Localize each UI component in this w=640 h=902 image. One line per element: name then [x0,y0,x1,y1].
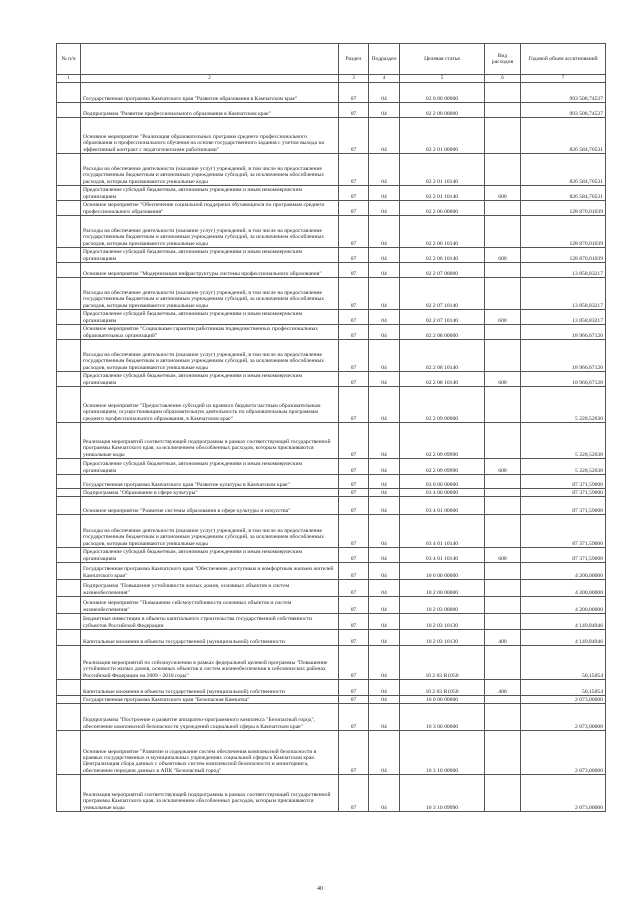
header-sum: Годовой объем ассигнований [521,44,606,75]
row-podrazdel-cell: 04 [369,459,400,475]
row-sum-cell: 826 584,70531 [521,154,606,186]
row-sum-cell: 5 228,52630 [521,387,606,423]
table-row [57,83,606,103]
row-number-cell [57,278,81,310]
row-name-cell: Расходы на обеспечение деятельности (оказание услуг) учреждений, в том числе на предоставление государственным бюджетным и автономным учреждениям субсидий, за исключением обособленных расходов, которым присваиваются уникальные коды [81,515,339,548]
row-csr-cell: 02 2 06 10140 [400,216,485,248]
row-sum-cell: 50,15054 [521,680,606,696]
row-number-cell [57,775,81,812]
row-vr-cell [485,423,521,459]
row-csr-cell: 10 2 00 00000 [400,580,485,597]
row-podrazdel-cell: 04 [369,278,400,310]
row-razdel-cell: 07 [339,263,369,278]
row-podrazdel-cell: 04 [369,186,400,201]
row-sum-cell: 87 371,59000 [521,489,606,497]
row-razdel-cell: 07 [339,597,369,614]
row-sum-cell: 5 228,52630 [521,423,606,459]
row-razdel-cell: 07 [339,186,369,201]
table-row [57,646,606,680]
row-csr-cell: 02 2 08 00000 [400,325,485,340]
row-csr-cell: 16 3 00 00000 [400,704,485,731]
row-number-cell [57,216,81,248]
row-csr-cell: 03 0 00 00000 [400,475,485,489]
row-number-cell [57,614,81,630]
row-razdel-cell: 07 [339,459,369,475]
table-row [57,248,606,263]
row-csr-cell: 03 4 01 10140 [400,515,485,548]
row-csr-cell: 02 2 07 00000 [400,263,485,278]
row-name-cell: Основное мероприятие "Обеспечение социальной поддержки обучающихся по программам среднего профессионального образования" [81,201,339,216]
row-sum-cell: 128 870,01039 [521,248,606,263]
row-number-cell [57,186,81,201]
row-sum-cell: 4 200,00000 [521,580,606,597]
row-sum-cell: 128 870,01039 [521,216,606,248]
table-row [57,263,606,278]
row-name-cell: Государственная программа Камчатского края "Безопасная Камчатка" [81,696,339,704]
row-sum-cell: 993 508,74537 [521,83,606,103]
row-razdel-cell: 07 [339,614,369,630]
row-podrazdel-cell: 04 [369,423,400,459]
row-name-cell: Основное мероприятие "Развитие и содержание систем обеспечения комплексной безопасности в краевых государственных и муниципальных учреждениях социальной сферы в Камчатском крае. Централизация сбора данных с объектовых систем комплексной безопасности и мониторинга, обеспечение передачи данных в АПК "Безопасный город" [81,731,339,775]
row-name-cell: Государственная программа Камчатского края "Развитие культуры в Камчатском крае" [81,475,339,489]
row-sum-cell: 13 858,83217 [521,263,606,278]
row-razdel-cell: 07 [339,489,369,497]
row-vr-cell [485,580,521,597]
row-name-cell: Государственная программа Камчатского края "Обеспечение доступным и комфортным жильем жителей Камчатского края" [81,563,339,580]
table-row [57,118,606,154]
row-sum-cell: 18 966,67120 [521,372,606,387]
row-razdel-cell: 07 [339,630,369,646]
table-row [57,630,606,646]
table-row [57,216,606,248]
row-csr-cell: 03 4 01 10140 [400,548,485,563]
row-number-cell [57,630,81,646]
row-podrazdel-cell: 04 [369,489,400,497]
row-sum-cell: 87 371,59000 [521,548,606,563]
table-row [57,103,606,118]
table-row [57,278,606,310]
row-vr-cell [485,103,521,118]
row-name-cell: Предоставление субсидий бюджетным, автономным учреждениям и иным некоммерческим организациям [81,459,339,475]
row-csr-cell: 02 2 09 09990 [400,423,485,459]
row-csr-cell: 02 2 00 00000 [400,103,485,118]
row-csr-cell: 02 2 09 00000 [400,387,485,423]
row-razdel-cell: 07 [339,696,369,704]
table-row [57,704,606,731]
column-number: 2 [81,75,339,83]
row-razdel-cell: 07 [339,278,369,310]
row-sum-cell: 993 508,74537 [521,103,606,118]
row-vr-cell: 600 [485,548,521,563]
table-row [57,497,606,515]
row-sum-cell: 2 073,00000 [521,704,606,731]
row-podrazdel-cell: 04 [369,646,400,680]
row-vr-cell [485,278,521,310]
row-podrazdel-cell: 04 [369,731,400,775]
row-name-cell: Подпрограмма "Образование в сфере культуры" [81,489,339,497]
row-sum-cell: 18 966,67120 [521,325,606,340]
row-razdel-cell: 07 [339,423,369,459]
row-number-cell [57,372,81,387]
table-row [57,387,606,423]
table-row [57,614,606,630]
row-podrazdel-cell: 04 [369,548,400,563]
row-razdel-cell: 07 [339,310,369,325]
row-number-cell [57,680,81,696]
row-sum-cell: 13 858,83217 [521,278,606,310]
row-podrazdel-cell: 04 [369,340,400,372]
row-number-cell [57,597,81,614]
row-podrazdel-cell: 04 [369,325,400,340]
row-name-cell: Основное мероприятие "Предоставление субсидий из краевого бюджета частным образовательным организациям, осуществляющим образовательную деятельность по образовательным программам среднего профессионального образования, в Камчатском крае" [81,387,339,423]
page-number: 40 [317,886,323,892]
row-podrazdel-cell: 04 [369,248,400,263]
row-name-cell: Бюджетные инвестиции в объекты капитального строительства государственной собственности субъектов Российской Федерации [81,614,339,630]
row-name-cell: Предоставление субсидий бюджетным, автономным учреждениям и иным некоммерческим организациям [81,548,339,563]
row-podrazdel-cell: 04 [369,597,400,614]
table-row [57,775,606,812]
row-csr-cell: 02 2 01 10140 [400,154,485,186]
row-razdel-cell: 07 [339,248,369,263]
row-name-cell: Предоставление субсидий бюджетным, автономным учреждениям и иным некоммерческим организациям [81,372,339,387]
row-vr-cell [485,340,521,372]
row-csr-cell: 16 3 10 09990 [400,775,485,812]
budget-table-sheet [56,43,605,812]
row-csr-cell: 10 2 03 R1050 [400,646,485,680]
row-number-cell [57,325,81,340]
row-podrazdel-cell: 04 [369,310,400,325]
table-row [57,423,606,459]
row-number-cell [57,646,81,680]
row-razdel-cell: 07 [339,497,369,515]
table-row [57,372,606,387]
row-podrazdel-cell: 04 [369,775,400,812]
row-sum-cell: 826 584,70531 [521,118,606,154]
row-vr-cell [485,387,521,423]
row-number-cell [57,731,81,775]
row-number-cell [57,103,81,118]
column-number: 7 [521,75,606,83]
row-razdel-cell: 07 [339,83,369,103]
row-name-cell: Расходы на обеспечение деятельности (оказание услуг) учреждений, в том числе на предоставление государственным бюджетным и автономным учреждениям субсидий, за исключением обособленных расходов, которым присваиваются уникальные коды [81,278,339,310]
row-name-cell: Предоставление субсидий бюджетным, автономным учреждениям и иным некоммерческим организациям [81,310,339,325]
row-razdel-cell: 07 [339,775,369,812]
row-name-cell: Основное мероприятие "Модернизация инфраструктуры системы профессионального образования" [81,263,339,278]
table-row [57,489,606,497]
header-razdel: Раздел [339,44,369,75]
header-row [57,44,606,75]
row-podrazdel-cell: 04 [369,103,400,118]
row-number-cell [57,489,81,497]
row-razdel-cell: 07 [339,103,369,118]
table-row [57,580,606,597]
row-sum-cell: 4 200,00000 [521,597,606,614]
row-podrazdel-cell: 04 [369,263,400,278]
row-name-cell: Реализация мероприятий соответствующей подпрограммы в рамках соответствующей государственной программы Камчатского края, за исключением обособленных расходов, которым присваиваются уникальные коды [81,423,339,459]
row-razdel-cell: 07 [339,201,369,216]
row-csr-cell: 02 2 06 10140 [400,248,485,263]
row-number-cell [57,340,81,372]
row-vr-cell: 400 [485,680,521,696]
row-number-cell [57,154,81,186]
row-number-cell [57,201,81,216]
row-csr-cell: 10 2 03 00000 [400,597,485,614]
row-sum-cell: 4 149,84946 [521,614,606,630]
row-podrazdel-cell: 04 [369,201,400,216]
row-vr-cell [485,646,521,680]
row-sum-cell: 87 371,59000 [521,497,606,515]
table-row [57,310,606,325]
row-podrazdel-cell: 04 [369,580,400,597]
row-name-cell: Расходы на обеспечение деятельности (оказание услуг) учреждений, в том числе на предоставление государственным бюджетным и автономным учреждениям субсидий, за исключением обособленных расходов, которым присваиваются уникальные коды [81,340,339,372]
row-sum-cell: 2 073,00000 [521,731,606,775]
row-name-cell: Реализация мероприятий соответствующей подпрограммы в рамках соответствующей государственной программы Камчатского края, за исключением обособленных расходов, которым присваиваются уникальные коды [81,775,339,812]
row-name-cell: Основное мероприятие "Реализация образовательных программ среднего профессионального образования и профессионального обучения на основе государственного задания с учетом выхода на эффективный контракт с педагогическими работниками" [81,118,339,154]
row-razdel-cell: 07 [339,731,369,775]
row-number-cell [57,704,81,731]
row-csr-cell: 03 4 00 00000 [400,489,485,497]
row-name-cell: Реализация мероприятий по сейсмоусилению в рамках федеральной целевой программы "Повышение устойчивости жилых домов, основных объектов и систем жизнеобеспечения в сейсмических районах Российской Федерации на 2009 - 2018 годы" [81,646,339,680]
row-sum-cell: 13 858,83217 [521,310,606,325]
row-podrazdel-cell: 04 [369,154,400,186]
row-csr-cell: 10 2 03 R1050 [400,680,485,696]
table-row [57,680,606,696]
row-razdel-cell: 07 [339,704,369,731]
row-podrazdel-cell: 04 [369,696,400,704]
table-row [57,201,606,216]
table-row [57,186,606,201]
row-podrazdel-cell: 04 [369,704,400,731]
row-vr-cell [485,497,521,515]
row-csr-cell: 02 2 06 00000 [400,201,485,216]
row-csr-cell: 02 2 01 10140 [400,186,485,201]
row-name-cell: Подпрограмма "Повышение устойчивости жилых домов, основных объектов и систем жизнеобеспечения" [81,580,339,597]
row-number-cell [57,423,81,459]
row-sum-cell: 4 200,00000 [521,563,606,580]
row-vr-cell: 400 [485,630,521,646]
row-name-cell: Расходы на обеспечение деятельности (оказание услуг) учреждений, в том числе на предоставление государственным бюджетным и автономным учреждениям субсидий, за исключением обособленных расходов, которым присваиваются уникальные коды [81,154,339,186]
row-sum-cell: 18 966,67120 [521,340,606,372]
row-vr-cell [485,696,521,704]
row-razdel-cell: 07 [339,563,369,580]
row-razdel-cell: 07 [339,216,369,248]
row-csr-cell: 16 0 00 00000 [400,696,485,704]
row-razdel-cell: 07 [339,118,369,154]
row-number-cell [57,696,81,704]
column-number: 5 [400,75,485,83]
row-name-cell: Капитальные вложения в объекты государственной (муниципальной) собственности [81,680,339,696]
row-vr-cell [485,597,521,614]
row-csr-cell: 10 0 00 00000 [400,563,485,580]
column-number: 1 [57,75,81,83]
header-csr: Целевая статья [400,44,485,75]
row-vr-cell [485,118,521,154]
budget-table [56,43,606,812]
row-sum-cell: 5 228,52630 [521,459,606,475]
row-podrazdel-cell: 04 [369,83,400,103]
row-vr-cell [485,704,521,731]
row-razdel-cell: 07 [339,515,369,548]
row-sum-cell: 2 073,00000 [521,775,606,812]
row-sum-cell: 50,15054 [521,646,606,680]
row-name-cell: Капитальные вложения в объекты государственной (муниципальной) собственности [81,630,339,646]
column-number: 4 [369,75,400,83]
row-name-cell: Основное мероприятие "Повышение сейсмоустойчивости основных объектов и систем жизнеобеспечения" [81,597,339,614]
row-csr-cell: 10 2 03 10130 [400,614,485,630]
row-number-cell [57,515,81,548]
table-row [57,515,606,548]
column-number: 6 [485,75,521,83]
row-name-cell: Предоставление субсидий бюджетным, автономным учреждениям и иным некоммерческим организациям [81,186,339,201]
row-number-cell [57,563,81,580]
row-vr-cell [485,614,521,630]
column-number: 3 [339,75,369,83]
row-vr-cell [485,515,521,548]
row-sum-cell: 128 870,01039 [521,201,606,216]
row-vr-cell [485,201,521,216]
row-csr-cell: 02 2 07 10140 [400,310,485,325]
row-number-cell [57,310,81,325]
row-podrazdel-cell: 04 [369,118,400,154]
row-vr-cell [485,216,521,248]
row-csr-cell: 02 2 07 10140 [400,278,485,310]
row-number-cell [57,248,81,263]
column-number-row [57,75,606,83]
table-row [57,154,606,186]
row-sum-cell: 2 073,00000 [521,696,606,704]
header-vr: Вид расходов [485,44,521,75]
row-name-cell: Государственная программа Камчатского края "Развитие образования в Камчатском крае" [81,83,339,103]
row-vr-cell [485,775,521,812]
table-row [57,459,606,475]
row-podrazdel-cell: 04 [369,387,400,423]
row-razdel-cell: 07 [339,340,369,372]
row-vr-cell [485,154,521,186]
row-vr-cell: 600 [485,459,521,475]
row-vr-cell [485,475,521,489]
table-row [57,731,606,775]
row-vr-cell [485,731,521,775]
row-name-cell: Расходы на обеспечение деятельности (оказание услуг) учреждений, в том числе на предоставление государственным бюджетным и автономным учреждениям субсидий, за исключением обособленных расходов, которым присваиваются уникальные коды [81,216,339,248]
row-number-cell [57,497,81,515]
row-name-cell: Подпрограмма "Построение и развитие аппаратно-программного комплекса "Безопасный город", обеспечение комплексной безопасности учреждений социальной сферы в Камчатском крае" [81,704,339,731]
table-row [57,475,606,489]
row-vr-cell: 600 [485,310,521,325]
row-number-cell [57,263,81,278]
row-number-cell [57,459,81,475]
row-podrazdel-cell: 04 [369,372,400,387]
row-razdel-cell: 07 [339,580,369,597]
row-podrazdel-cell: 04 [369,680,400,696]
row-number-cell [57,118,81,154]
row-razdel-cell: 07 [339,548,369,563]
row-name-cell: Предоставление субсидий бюджетным, автономным учреждениям и иным некоммерческим организациям [81,248,339,263]
header-name [81,44,339,75]
row-sum-cell: 87 371,59000 [521,515,606,548]
row-podrazdel-cell: 04 [369,475,400,489]
row-razdel-cell: 07 [339,387,369,423]
row-csr-cell: 02 2 08 10140 [400,372,485,387]
row-podrazdel-cell: 04 [369,515,400,548]
table-row [57,548,606,563]
row-vr-cell: 600 [485,186,521,201]
row-vr-cell: 600 [485,248,521,263]
row-number-cell [57,580,81,597]
row-name-cell: Основное мероприятие "Развитие системы образования в сфере культуры и искусства" [81,497,339,515]
row-vr-cell [485,563,521,580]
row-vr-cell [485,489,521,497]
table-row [57,696,606,704]
row-csr-cell: 02 0 00 00000 [400,83,485,103]
row-podrazdel-cell: 04 [369,497,400,515]
row-csr-cell: 02 2 09 09990 [400,459,485,475]
row-sum-cell: 87 371,59000 [521,475,606,489]
row-csr-cell: 02 2 08 10140 [400,340,485,372]
table-row [57,325,606,340]
row-csr-cell: 16 3 10 00000 [400,731,485,775]
row-sum-cell: 826 584,70531 [521,186,606,201]
row-podrazdel-cell: 04 [369,563,400,580]
row-number-cell [57,475,81,489]
row-vr-cell [485,83,521,103]
row-csr-cell: 10 2 03 10130 [400,630,485,646]
row-podrazdel-cell: 04 [369,614,400,630]
row-vr-cell: 600 [485,372,521,387]
header-podrazdel: Подраздел [369,44,400,75]
row-razdel-cell: 07 [339,325,369,340]
table-row [57,340,606,372]
row-name-cell: Подпрограмма "Развитие профессионального образования в Камчатском крае" [81,103,339,118]
row-podrazdel-cell: 04 [369,216,400,248]
row-vr-cell [485,263,521,278]
row-number-cell [57,548,81,563]
row-name-cell: Основное мероприятие "Социальные гарантии работникам подведомственных профессиональных образовательных организаций" [81,325,339,340]
table-row [57,563,606,580]
row-razdel-cell: 07 [339,372,369,387]
row-number-cell [57,387,81,423]
row-podrazdel-cell: 04 [369,630,400,646]
row-csr-cell: 03 4 01 00000 [400,497,485,515]
table-row [57,597,606,614]
row-sum-cell: 4 149,84946 [521,630,606,646]
row-razdel-cell: 07 [339,475,369,489]
row-razdel-cell: 07 [339,680,369,696]
row-vr-cell [485,325,521,340]
table-body [57,83,606,812]
row-csr-cell: 02 2 01 00000 [400,118,485,154]
row-razdel-cell: 07 [339,646,369,680]
row-number-cell [57,83,81,103]
header-num: № п/п [57,44,81,75]
row-razdel-cell: 07 [339,154,369,186]
